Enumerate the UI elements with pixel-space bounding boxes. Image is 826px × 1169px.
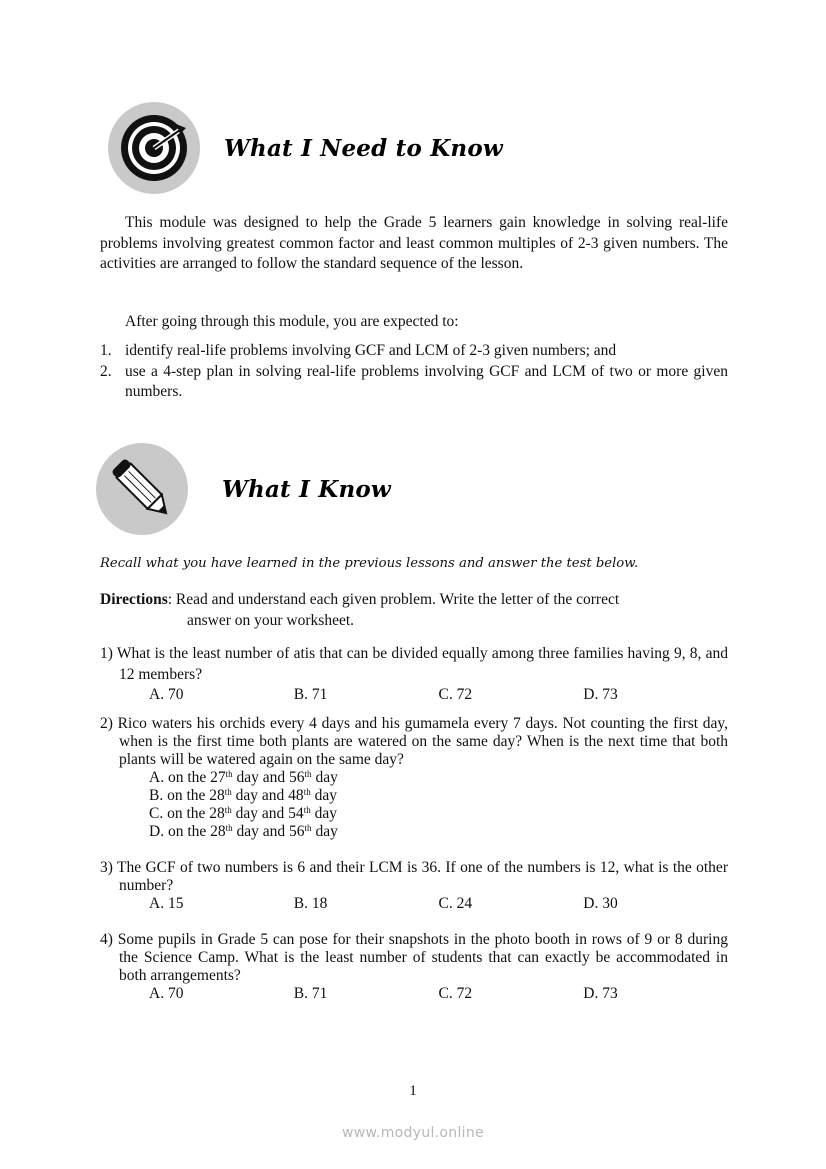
choice-text: day and 54 xyxy=(231,805,304,822)
choice-text: day xyxy=(310,787,337,804)
choices xyxy=(100,985,728,1003)
choice-text: day xyxy=(311,823,338,840)
page-number: 1 xyxy=(409,1083,417,1099)
question-2 xyxy=(100,715,728,841)
objective-text: use a 4-step plan in solving real-life problems involving GCF and LCM of two or more given numbers. xyxy=(125,362,728,400)
section-header-what-i-know xyxy=(96,443,391,535)
choice-text: A. on the 27 xyxy=(149,769,226,786)
question-1 xyxy=(100,644,728,706)
choice-text: day and 56 xyxy=(232,769,305,786)
choice-text: D. on the 28 xyxy=(149,823,226,840)
question-number: 1) xyxy=(100,645,113,662)
question-stem xyxy=(100,859,728,895)
choice-a: A. 15 xyxy=(149,895,184,912)
objective-item xyxy=(100,362,728,403)
expectation-line xyxy=(100,312,728,333)
directions-text: : Read and understand each given problem. Write the letter of the correct xyxy=(167,591,620,608)
choice-b: B. 71 xyxy=(293,985,328,1002)
ordinal-suffix: th xyxy=(225,823,233,833)
watermark: www.modyul.online xyxy=(342,1125,484,1141)
choices xyxy=(100,685,728,706)
intro-text: This module was designed to help the Grade 5 learners gain knowledge in solving real-life problems involving greatest common factor and least common multiples of 2-3 given numbers. The activities are arranged to follow the standard sequence of the lesson. xyxy=(100,214,728,272)
ordinal-suffix: th xyxy=(224,787,232,797)
intro-paragraph xyxy=(100,213,728,275)
choice-text: day and 56 xyxy=(232,823,305,840)
objective-item xyxy=(100,341,728,362)
choice-d xyxy=(149,823,728,841)
question-4 xyxy=(100,931,728,1003)
question-number: 2) xyxy=(100,715,113,732)
question-3 xyxy=(100,859,728,913)
section-header-need-to-know xyxy=(108,102,503,194)
directions-label: Directions xyxy=(100,591,168,608)
ordinal-suffix: th xyxy=(304,823,312,833)
ordinal-suffix: th xyxy=(303,787,311,797)
choice-b: B. 71 xyxy=(293,686,328,703)
choice-text: C. on the 28 xyxy=(149,805,225,822)
objective-text: identify real-life problems involving GCF and LCM of 2-3 given numbers; and xyxy=(125,342,617,359)
choice-b: B. 18 xyxy=(293,895,328,912)
choice-text: B. on the 28 xyxy=(149,787,225,804)
question-stem xyxy=(100,931,728,985)
section-title: What I Know xyxy=(222,475,391,503)
question-number: 4) xyxy=(100,931,113,948)
choice-d: D. 73 xyxy=(583,985,618,1002)
objective-number: 2. xyxy=(100,362,112,380)
choice-b xyxy=(149,787,728,805)
choice-a: A. 70 xyxy=(149,686,184,703)
question-text: Some pupils in Grade 5 can pose for their snapshots in the photo booth in rows of 9 or 8 during the Science Camp. What is the least number of students that can exactly be accommodated in both arrangements? xyxy=(117,931,728,984)
choice-d: D. 30 xyxy=(583,895,618,912)
choice-text: day xyxy=(311,769,338,786)
choice-a xyxy=(149,769,728,787)
choice-c: C. 24 xyxy=(438,895,473,912)
choice-c: C. 72 xyxy=(438,985,473,1002)
choice-text: day and 48 xyxy=(231,787,304,804)
ordinal-suffix: th xyxy=(303,805,311,815)
directions-continuation: answer on your worksheet. xyxy=(187,611,355,629)
ordinal-suffix: th xyxy=(224,805,232,815)
choices xyxy=(100,895,728,913)
objectives-list xyxy=(100,341,728,403)
expectation-text: After going through this module, you are expected to: xyxy=(125,313,459,330)
directions xyxy=(100,590,728,631)
choice-text: day xyxy=(310,805,337,822)
question-text: The GCF of two numbers is 6 and their LCM is 36. If one of the numbers is 12, what is the other number? xyxy=(117,859,728,894)
section-title: What I Need to Know xyxy=(224,134,503,162)
choice-a: A. 70 xyxy=(149,985,184,1002)
choice-c xyxy=(149,805,728,823)
target-icon xyxy=(108,102,200,194)
ordinal-suffix: th xyxy=(304,769,312,779)
question-text: Rico waters his orchids every 4 days and his gumamela every 7 days. Not counting the first day, when is the first time both plants are watered on the same day? When is the next time that both plants will be watered again on the same day? xyxy=(112,715,728,768)
pencil-icon xyxy=(96,443,188,535)
ordinal-suffix: th xyxy=(225,769,233,779)
question-text: What is the least number of atis that can be divided equally among three families having 9, 8, and 12 members? xyxy=(116,645,728,683)
choices xyxy=(100,769,728,841)
objective-number: 1. xyxy=(100,342,112,359)
question-stem xyxy=(100,644,728,685)
question-stem xyxy=(100,715,728,769)
choice-d: D. 73 xyxy=(583,686,618,703)
recall-instruction: Recall what you have learned in the previous lessons and answer the test below. xyxy=(100,556,639,571)
question-number: 3) xyxy=(100,859,113,876)
choice-c: C. 72 xyxy=(438,686,473,703)
